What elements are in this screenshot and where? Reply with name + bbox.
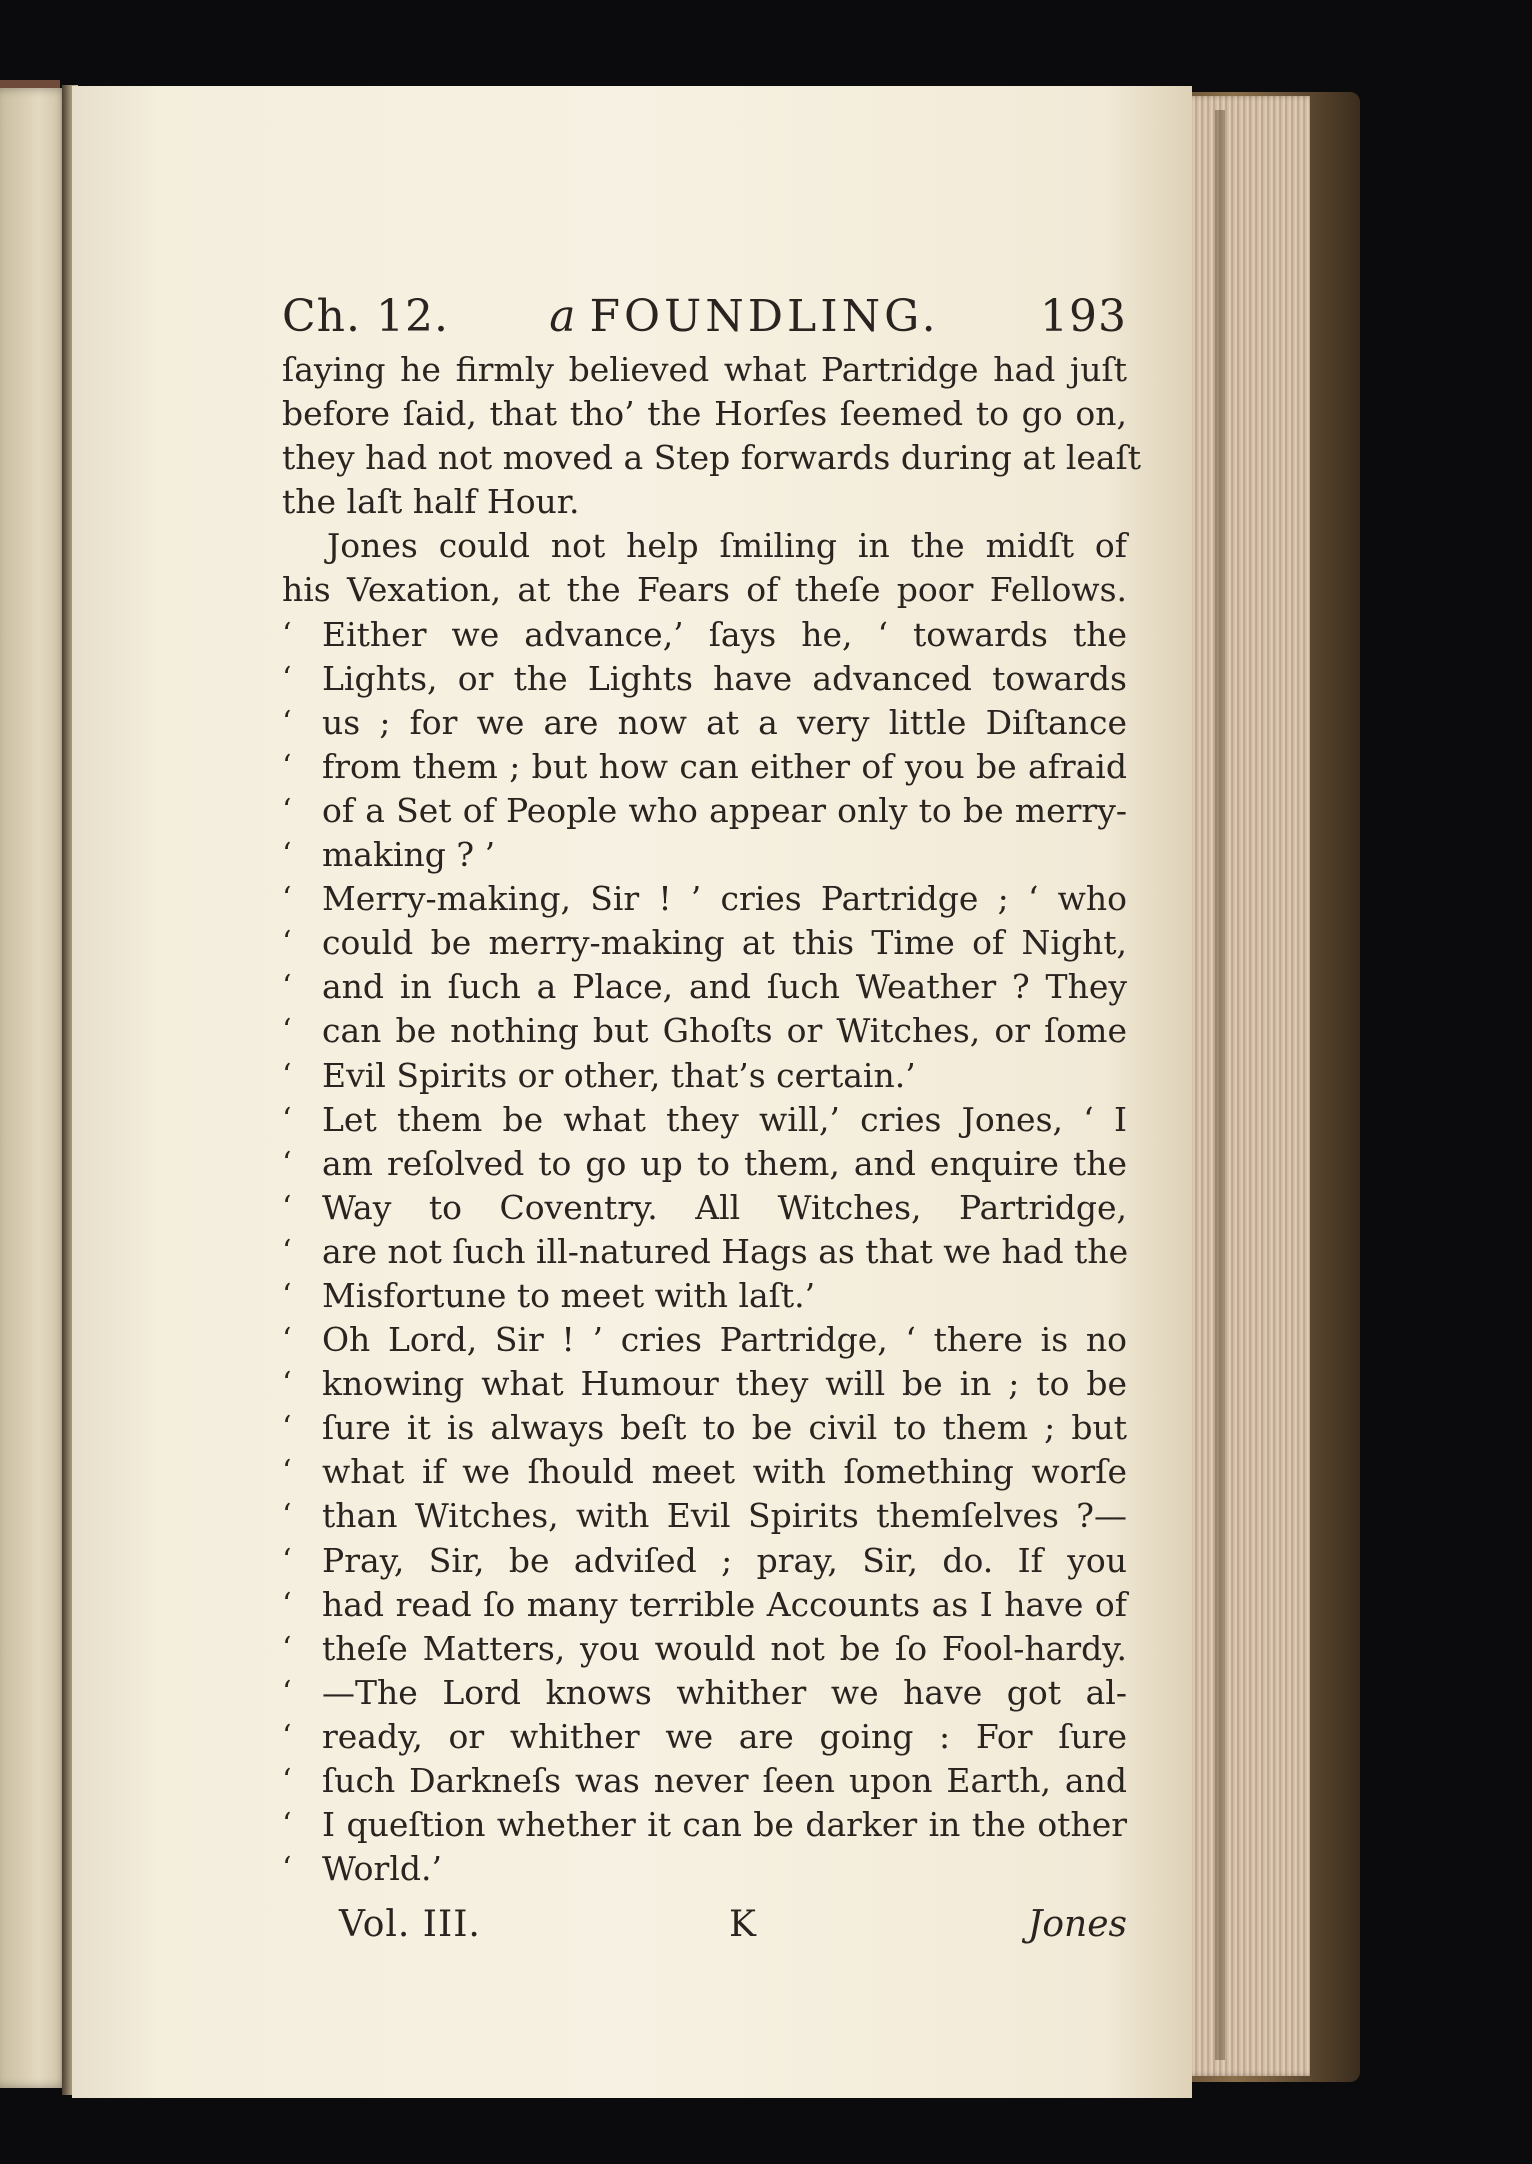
text-line: ‘ Evil Spirits or other, that’s certain.’ [282,1054,1127,1098]
text-line: ‘ are not ſuch ill-natured Hags as that we had the [282,1230,1127,1274]
text-line: before ſaid, that tho’ the Horſes ſeemed to go on, [282,394,1127,434]
text-line: Jones could not help ſmiling in the midſt of [327,526,1127,566]
text-line: ‘ than Witches, with Evil Spirits themſelves ?— [282,1494,1127,1538]
running-title-text: FOUNDLING. [589,291,940,342]
text-line: ‘ ſuch Darkneſs was never ſeen upon Earth, and [282,1759,1127,1803]
text-line: ‘ knowing what Humour they will be in ; to be [282,1362,1127,1406]
book-page [72,86,1192,2098]
text-line: ‘ —The Lord knows whither we have got al- [282,1671,1127,1715]
page-number: 193 [1040,291,1127,342]
text-line: ‘ theſe Matters, you would not be ſo Fool-hardy. [282,1627,1127,1671]
signature-mark: K [729,1904,756,1946]
catchword: Jones [1027,1904,1127,1946]
text-line: ‘ can be nothing but Ghoſts or Witches, or ſome [282,1009,1127,1053]
text-line: ‘ Pray, Sir, be adviſed ; pray, Sir, do. If you [282,1539,1127,1583]
page-edges [1180,96,1310,2076]
page-footer [282,1895,1127,1955]
page-edges-shadow [1215,110,1225,2060]
running-title [549,286,939,348]
text-line: ‘ making ? ’ [282,833,1127,877]
text-line: ‘ I queſtion whether it can be darker in the other [282,1803,1127,1847]
text-line: ‘ of a Set of People who appear only to be merry- [282,789,1127,833]
text-line: ‘ what if we ſhould meet with ſomething worſe [282,1450,1127,1494]
text-line: ‘ us ; for we are now at a very little Diſtance [282,701,1127,745]
text-line: ‘ ready, or whither we are going : For ſure [282,1715,1127,1759]
text-line: ‘ had read ſo many terrible Accounts as I have of [282,1583,1127,1627]
text-line: ‘ Way to Coventry. All Witches, Partridge, [282,1186,1127,1230]
text-line: ‘ Lights, or the Lights have advanced towards [282,657,1127,701]
text-line: ‘ Let them be what they will,’ cries Jones, ‘ I [282,1098,1127,1142]
chapter-label: Ch. 12. [282,291,449,342]
text-line: ‘ and in ſuch a Place, and ſuch Weather ? They [282,965,1127,1009]
text-line: his Vexation, at the Fears of theſe poor Fellows. [282,570,1127,610]
running-title-prefix: a [549,291,576,342]
left-page-sliver [0,88,70,2088]
text-line: the laſt half Hour. [282,482,580,522]
text-line: ‘ Oh Lord, Sir ! ’ cries Partridge, ‘ there is no [282,1318,1127,1362]
text-line: ‘ could be merry-making at this Time of Night, [282,921,1127,965]
text-line: ‘ Misfortune to meet with laſt.’ [282,1274,1127,1318]
text-line: ‘ World.’ [282,1847,1127,1891]
volume-label: Vol. III. [339,1904,481,1946]
text-line: ‘ Either we advance,’ ſays he, ‘ towards the [282,613,1127,657]
text-line: ‘ from them ; but how can either of you be afraid [282,745,1127,789]
page-text-block [282,286,1142,1955]
text-line: ſaying he firmly believed what Partridge had juſt [282,350,1127,389]
running-head [282,286,1127,348]
text-line: ‘ am reſolved to go up to them, and enquire the [282,1142,1127,1186]
text-line: ‘ ſure it is always beſt to be civil to them ; but [282,1406,1127,1450]
text-line: they had not moved a Step forwards during at leaſt [282,438,1142,478]
text-line: ‘ Merry-making, Sir ! ’ cries Partridge ; ‘ who [282,877,1127,921]
